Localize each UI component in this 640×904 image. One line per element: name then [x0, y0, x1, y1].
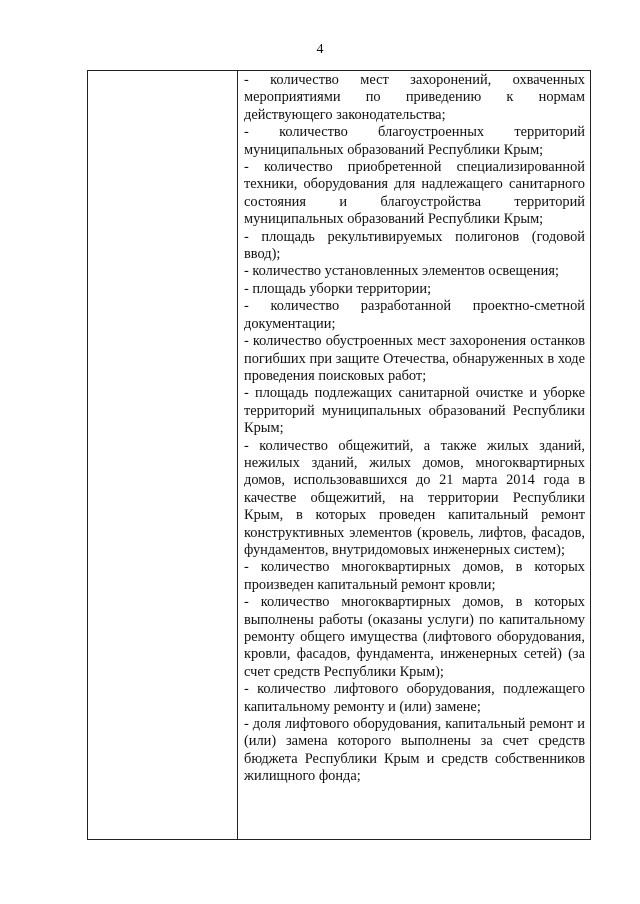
list-item: - количество многоквартирных домов, в которых выполнены работы (оказаны услуги) по капитальному ремонту общего имущества (лифтового оборудования, кровли, фасадов, фундамента, инженерных сетей) (за счет средств Республики Крым); — [244, 594, 585, 680]
list-item: - количество общежитий, а также жилых зданий, нежилых зданий, жилых домов, многоквартирных домов, использовавшихся до 21 марта 2014 года в качестве общежитий, на территории Республики Крым, в которых проведен капитальный ремонт конструктивных элементов (кровель, лифтов, фасадов, фундаментов, внутридомовых инженерных систем); — [244, 437, 585, 558]
table-left-column — [88, 71, 238, 839]
list-item: - количество обустроенных мест захоронения останков погибших при защите Отечества, обнаруженных в ходе проведения поисковых работ; — [244, 333, 585, 384]
list-item: - количество мест захоронений, охваченных мероприятиями по приведению к нормам действующего законодательства; — [244, 72, 585, 123]
list-item: - количество многоквартирных домов, в которых произведен капитальный ремонт кровли; — [244, 559, 585, 593]
list-item: - количество приобретенной специализированной техники, оборудования для надлежащего санитарного состояния и благоустройства территорий муниципальных образований Республики Крым; — [244, 159, 585, 228]
list-item: - площадь уборки территории; — [244, 280, 432, 297]
list-item: - количество разработанной проектно-сметной документации; — [244, 298, 585, 332]
indicators-table — [87, 70, 591, 840]
list-item: - площадь подлежащих санитарной очистке и уборке территорий муниципальных образований Республики Крым; — [244, 385, 585, 437]
list-item: - количество установленных элементов освещения; — [244, 263, 559, 280]
list-item: - количество благоустроенных территорий муниципальных образований Республики Крым; — [244, 124, 585, 158]
list-item: - количество лифтового оборудования, подлежащего капитальному ремонту и (или) замене; — [244, 681, 585, 715]
list-item: - площадь рекультивируемых полигонов (годовой ввод); — [244, 228, 585, 263]
table-right-column — [238, 71, 590, 839]
list-item: - доля лифтового оборудования, капитальный ремонт и (или) замена которого выполнены за счет средств бюджета Республики Крым и средств собственников жилищного фонда; — [244, 716, 585, 785]
page-number: 4 — [316, 42, 324, 57]
